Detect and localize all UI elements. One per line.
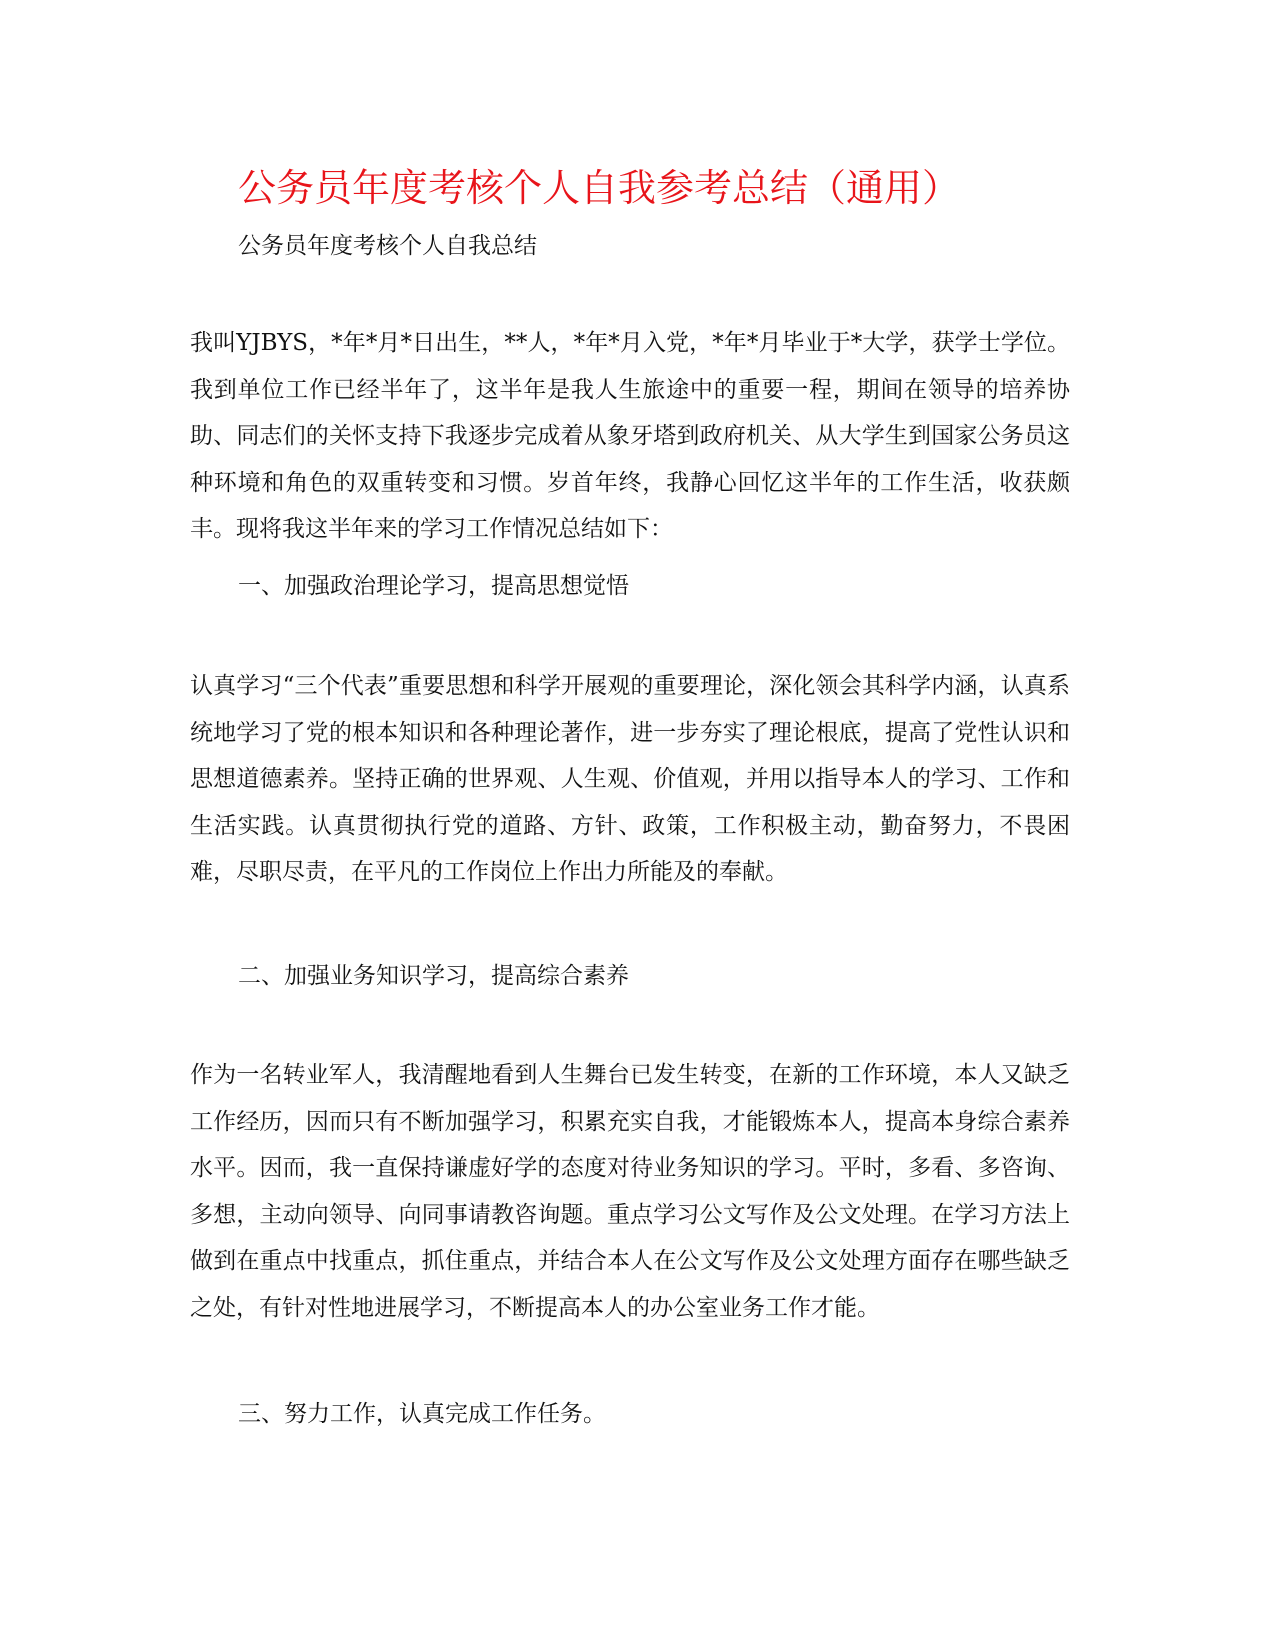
section-heading-2: 二、加强业务知识学习，提高综合素养	[238, 963, 629, 989]
section-2-paragraph: 作为一名转业军人，我清醒地看到人生舞台已发生转变，在新的工作环境，本人又缺乏工作经历，因而只有不断加强学习，积累充实自我，才能锻炼本人，提高本身综合素养水平。因而，我一直保持谦虚好学的态度对待业务知识的学习。平时，多看、多咨询、多想，主动向领导、向同事请教咨询题。重点学习公文写作及公文处理。在学习方法上做到在重点中找重点，抓住重点，并结合本人在公文写作及公文处理方面存在哪些缺乏之处，有针对性地进展学习，不断提高本人的办公室业务工作才能。	[190, 1062, 1070, 1321]
intro-paragraph: 我叫YJBYS，*年*月*日出生，**人，*年*月入党，*年*月毕业于*大学，获学士学位。我到单位工作已经半年了，这半年是我人生旅途中的重要一程，期间在领导的培养协助、同志们的关怀支持下我逐步完成着从象牙塔到政府机关、从大学生到国家公务员这种环境和角色的双重转变和习惯。岁首年终，我静心回忆这半年的工作生活，收获颇丰。现将我这半年来的学习工作情况总结如下：	[190, 330, 1070, 542]
document-subtitle: 公务员年度考核个人自我总结	[238, 233, 537, 259]
section-1-paragraph: 认真学习“三个代表”重要思想和科学开展观的重要理论，深化领会其科学内涵，认真系统地学习了党的根本知识和各种理论著作，进一步夯实了理论根底，提高了党性认识和思想道德素养。坚持正确的世界观、人生观、价值观，并用以指导本人的学习、工作和生活实践。认真贯彻执行党的道路、方针、政策，工作积极主动，勤奋努力，不畏困难，尽职尽责，在平凡的工作岗位上作出力所能及的奉献。	[190, 673, 1070, 885]
section-heading-1: 一、加强政治理论学习，提高思想觉悟	[238, 573, 629, 599]
document-title: 公务员年度考核个人自我参考总结（通用）	[238, 166, 961, 210]
section-heading-3: 三、努力工作，认真完成工作任务。	[238, 1401, 606, 1427]
